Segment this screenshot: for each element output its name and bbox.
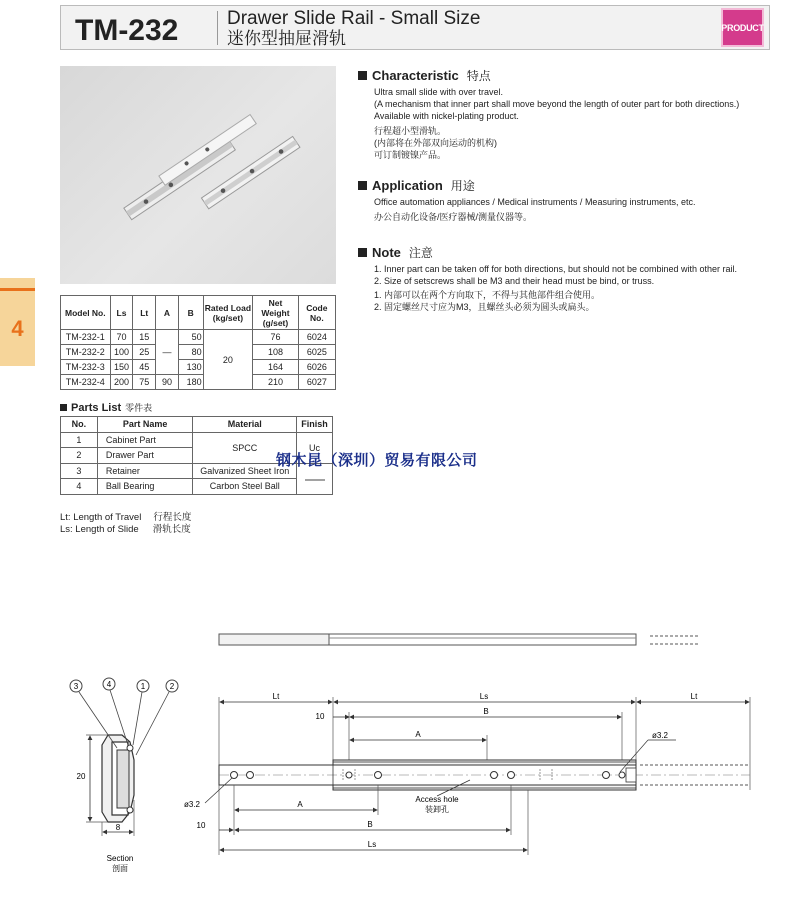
callout-2: 2	[169, 682, 175, 691]
characteristic-line-cn: 行程超小型滑轨。	[374, 126, 447, 136]
dim-ls-bottom: Ls	[367, 840, 377, 849]
dim-hole-left: ø3.2	[184, 800, 201, 809]
spec-cell: 164	[253, 360, 298, 375]
spec-header-cell: Lt	[133, 296, 156, 330]
characteristic-line-cn: (内部将在外部双向运动的机构)	[374, 138, 497, 148]
characteristic-line: (A mechanism that inner part shall move beyond the length of outer part for both directions.)	[374, 99, 740, 109]
spec-cell: TM-232-2	[61, 345, 111, 360]
spec-cell: 150	[110, 360, 133, 375]
note-line: 1. Inner part can be taken off for both directions, but should not be combined with other rail.	[374, 264, 738, 274]
finish-merged: Uc	[297, 432, 333, 463]
dim-ls-top: Ls	[479, 692, 489, 701]
part-name: Ball Bearing	[97, 479, 193, 495]
characteristic-line: Ultra small slide with over travel.	[374, 87, 504, 97]
spec-cell-a-merged: —	[156, 330, 179, 375]
dim-hole-right: ø3.2	[652, 731, 669, 740]
callout-4: 4	[106, 680, 112, 689]
spec-header-cell: Ls	[110, 296, 133, 330]
spec-header-cell: B	[178, 296, 203, 330]
spec-cell: 25	[133, 345, 156, 360]
spec-cell: 6024	[298, 330, 335, 345]
legend-ls-label: Ls: Length of Slide	[60, 524, 139, 535]
parts-list-title: Parts List	[71, 402, 122, 414]
spec-cell: 45	[133, 360, 156, 375]
legend-lt-label: Lt: Length of Travel	[60, 512, 142, 523]
spec-cell: TM-232-4	[61, 375, 111, 390]
spec-cell: 130	[178, 360, 203, 375]
spec-cell: 75	[133, 375, 156, 390]
product-badge: PRODUCT	[721, 8, 764, 47]
spec-cell: 90	[156, 375, 179, 390]
characteristic-title-cn: 特点	[466, 69, 491, 83]
part-no: 2	[61, 448, 98, 464]
callout-3: 3	[73, 682, 79, 691]
spec-cell: 76	[253, 330, 298, 345]
parts-list-title-cn: 零件表	[125, 403, 153, 413]
spec-cell: TM-232-1	[61, 330, 111, 345]
section-label-cn: 剖面	[112, 864, 128, 873]
spec-cell: 80	[178, 345, 203, 360]
note-title-cn: 注意	[408, 246, 433, 260]
part-material: Galvanized Sheet Iron	[193, 463, 297, 479]
dim-20: 20	[76, 772, 86, 781]
spec-cell: 6027	[298, 375, 335, 390]
section-label: Section	[106, 854, 134, 863]
access-hole-label-cn: 装卸孔	[425, 805, 449, 814]
model-number: TM-232	[75, 14, 179, 47]
parts-header-cell: No.	[61, 417, 98, 433]
spec-cell: 200	[110, 375, 133, 390]
note-line-cn: 2. 固定螺丝尺寸应为M3，且螺丝头必须为圆头或扁头。	[374, 302, 595, 312]
dim-b-bottom: B	[367, 820, 373, 829]
side-view	[184, 692, 750, 855]
spec-cell: TM-232-3	[61, 360, 111, 375]
note-line: 2. Size of setscrews shall be M3 and their head must be bind, or truss.	[374, 276, 655, 286]
spec-header-cell: Model No.	[61, 296, 111, 330]
part-material: Carbon Steel Ball	[193, 479, 297, 495]
parts-header-cell: Part Name	[97, 417, 193, 433]
section-view	[70, 678, 178, 873]
watermark: 钢木昆（深圳）贸易有限公司	[276, 451, 478, 469]
application-line-cn: 办公自动化设备/医疗器械/测量仪器等。	[374, 212, 533, 222]
parts-header-cell: Material	[193, 417, 297, 433]
rated-load-merged: 20	[203, 330, 253, 390]
spec-header-cell: A	[156, 296, 179, 330]
part-name: Drawer Part	[97, 448, 193, 464]
access-hole-label: Access hole	[415, 795, 459, 804]
spec-cell: 108	[253, 345, 298, 360]
legend-lt-cn: 行程长度	[153, 512, 192, 523]
application-title: Application	[372, 178, 443, 193]
dim-lt-right: Lt	[690, 692, 698, 701]
spec-cell: 6026	[298, 360, 335, 375]
spec-cell: 210	[253, 375, 298, 390]
spec-cell: 6025	[298, 345, 335, 360]
spec-header-cell: Net Weight (g/set)	[253, 296, 298, 330]
part-no: 4	[61, 479, 98, 495]
characteristic-line: Available with nickel-plating product.	[374, 111, 519, 121]
spec-cell: 15	[133, 330, 156, 345]
spec-cell: 100	[110, 345, 133, 360]
dim-lt-left: Lt	[272, 692, 280, 701]
characteristic-line-cn: 可订制镀镍产品。	[374, 150, 447, 160]
parts-header-cell: Finish	[297, 417, 333, 433]
spec-cell: 180	[178, 375, 203, 390]
part-no: 3	[61, 463, 98, 479]
dim-a-top: A	[415, 730, 421, 739]
application-title-cn: 用途	[450, 179, 475, 193]
note-line-cn: 1. 内部可以在两个方向取下，不得与其他部件组合使用。	[374, 290, 601, 300]
top-view	[219, 634, 700, 645]
part-no: 1	[61, 432, 98, 448]
dim-10-bottom: 10	[196, 821, 206, 830]
part-name: Retainer	[97, 463, 193, 479]
dim-10-top: 10	[315, 712, 325, 721]
title-chinese: 迷你型抽屉滑轨	[227, 29, 346, 48]
legend-ls-cn: 滑轨长度	[152, 524, 191, 535]
chapter-number: 4	[11, 316, 24, 341]
callout-1: 1	[140, 682, 146, 691]
dim-a-bottom: A	[297, 800, 303, 809]
spec-header-cell: Code No.	[298, 296, 335, 330]
spec-cell: 70	[110, 330, 133, 345]
dim-b-top: B	[483, 707, 489, 716]
application-line: Office automation appliances / Medical instruments / Measuring instruments, etc.	[374, 197, 696, 207]
spec-cell: 50	[178, 330, 203, 345]
material-merged: SPCC	[193, 432, 297, 463]
dim-8: 8	[115, 823, 121, 832]
part-name: Cabinet Part	[97, 432, 193, 448]
spec-header-cell: Rated Load (kg/set)	[203, 296, 253, 330]
note-title: Note	[372, 245, 401, 260]
title-english: Drawer Slide Rail - Small Size	[227, 8, 481, 29]
characteristic-title: Characteristic	[372, 68, 459, 83]
